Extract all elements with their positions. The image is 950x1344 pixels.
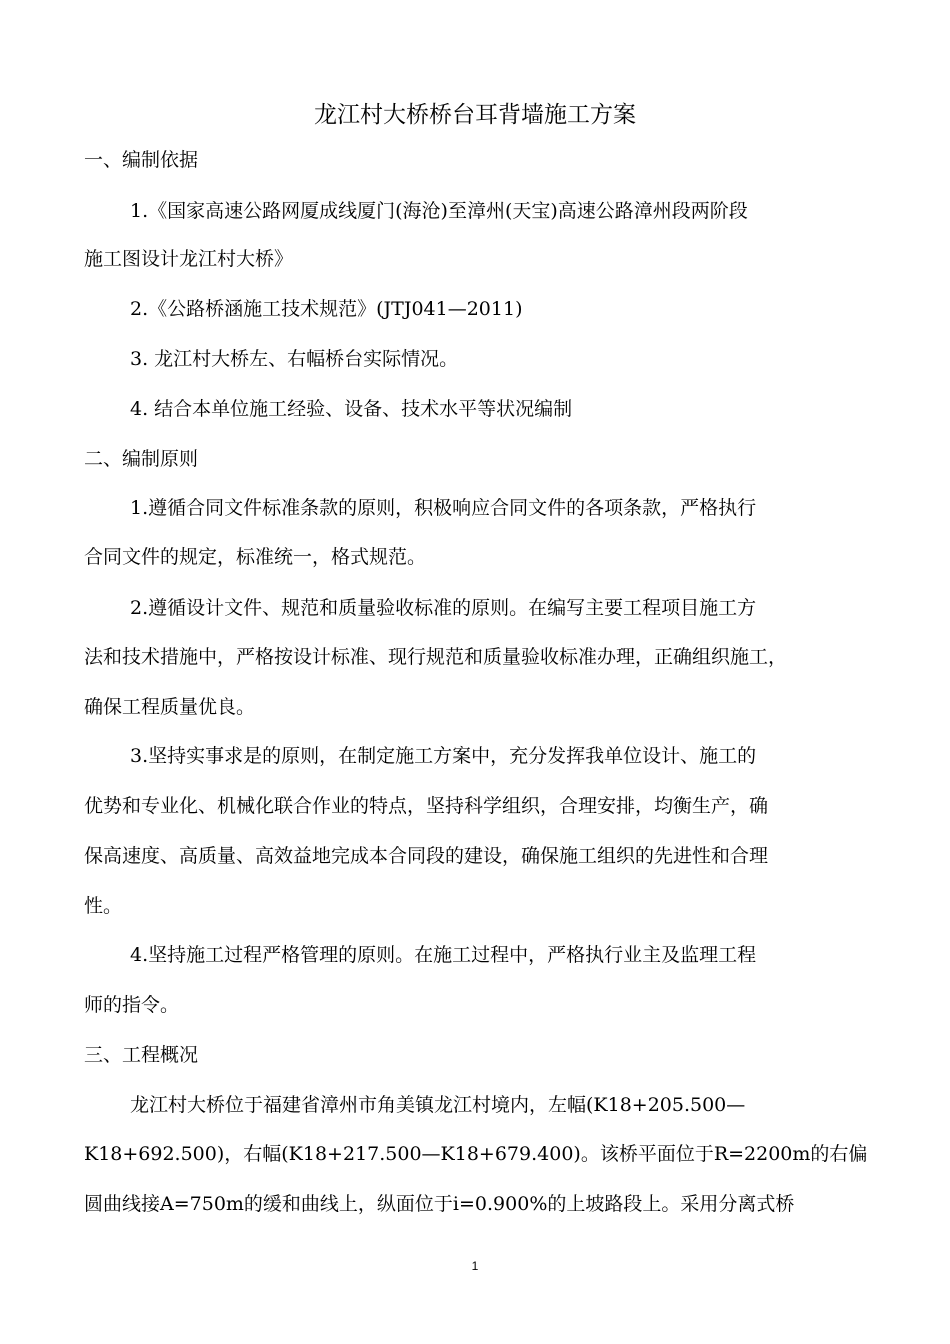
paragraph-line: 2.《公路桥涵施工技术规范》(JTJ041—2011) [130,298,523,320]
paragraph-line: 性。 [84,895,123,917]
paragraph-line: 1.《国家高速公路网厦成线厦门(海沧)至漳州(天宝)高速公路漳州段两阶段 [130,200,748,222]
paragraph-line: 优势和专业化、机械化联合作业的特点，坚持科学组织，合理安排，均衡生产，确 [84,795,769,817]
document-title: 龙江村大桥桥台耳背墙施工方案 [314,102,636,128]
paragraph-line: 保高速度、高质量、高效益地完成本合同段的建设，确保施工组织的先进性和合理 [84,845,769,867]
paragraph-line: 师的指令。 [84,994,180,1016]
paragraph-line: 2.遵循设计文件、规范和质量验收标准的原则。在编写主要工程项目施工方 [130,597,757,619]
paragraph-line: 合同文件的规定，标准统一，格式规范。 [84,546,427,568]
paragraph-line: 1.遵循合同文件标准条款的原则，积极响应合同文件的各项条款，严格执行 [130,497,757,519]
section-heading-principles: 二、编制原则 [84,448,199,470]
paragraph-line: 确保工程质量优良。 [84,696,256,718]
page-number: 1 [471,1259,479,1273]
paragraph-line: 3. 龙江村大桥左、右幅桥台实际情况。 [130,348,459,370]
paragraph-line: 3.坚持实事求是的原则，在制定施工方案中，充分发挥我单位设计、施工的 [130,745,757,767]
section-heading-overview: 三、工程概况 [84,1044,199,1066]
paragraph-line: 4.坚持施工过程严格管理的原则。在施工过程中，严格执行业主及监理工程 [130,944,757,966]
paragraph-line: K18+692.500)，右幅(K18+217.500—K18+679.400)。该桥平面位于R=2200m的右偏 [84,1143,868,1165]
paragraph-line: 施工图设计龙江村大桥》 [84,248,294,270]
paragraph-line: 4. 结合本单位施工经验、设备、技术水平等状况编制 [130,398,573,420]
section-heading-basis: 一、编制依据 [84,149,199,171]
paragraph-line: 法和技术措施中，严格按设计标准、现行规范和质量验收标准办理，正确组织施工， [84,646,788,668]
paragraph-line: 龙江村大桥位于福建省漳州市角美镇龙江村境内，左幅(K18+205.500— [130,1094,746,1116]
paragraph-line: 圆曲线接A=750m的缓和曲线上，纵面位于i=0.900%的上坡路段上。采用分离式桥 [84,1193,795,1215]
